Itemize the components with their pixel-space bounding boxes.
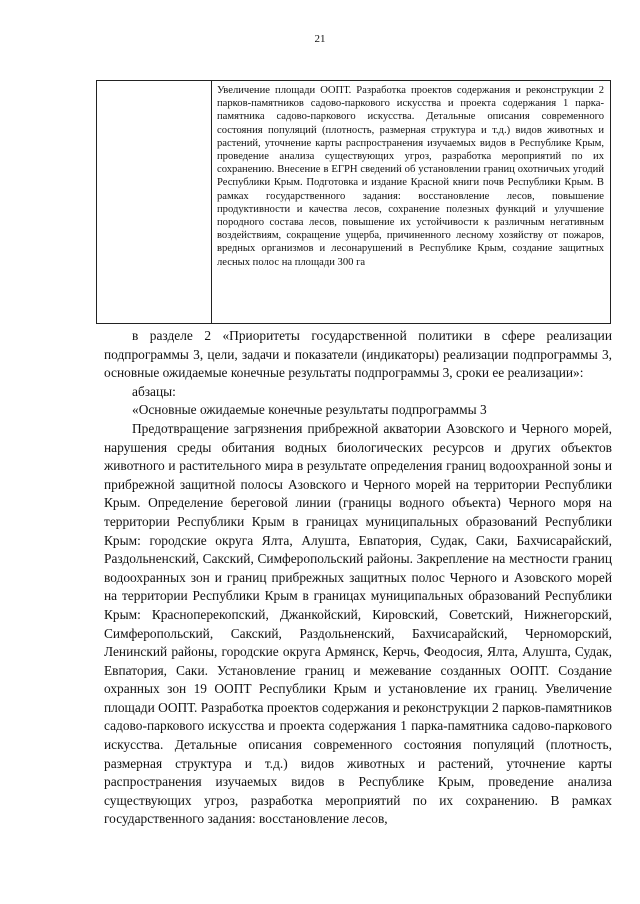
table-cell-empty [97,81,212,323]
paragraph-results-text: Предотвращение загрязнения прибрежной акватории Азовского и Черного морей, нарушения среды обитания водных биологических ресурсов и других объектов животного и растительного мира в результате определения границ водоохранной зоны и прибрежной защитной полосы Азовского и Черного морей на территории Республики Крым. Определение береговой линии (границы водного объекта) Черного моря на территории Республики Крым в границах муниципальных образований Республики Крым: городские округа Ялта, Алушта, Евпатория, Судак, Саки, Бахчисарайский, Раздольненский, Сакский, Симферопольский районы. Закрепление на местности границ водоохранных зон и границ прибрежных защитных полос Черного и Азовского морей на территории Республики Крым в границах муниципальных образований Республики Крым: Красноперекопский, Джанкойский, Кировский, Советский, Нижнегорский, Симферопольский, Сакский, Раздольненский, Бахчисарайский, Черноморский, Ленинский районы, городские округа Армянск, Керчь, Феодосия, Ялта, Алушта, Судак, Евпатория, Саки. Установление границ и межевание созданных ООПТ. Создание охранных зон 19 ООПТ Республики Крым и установление их границ. Увеличение площади ООПТ. Разработка проектов содержания и реконструкции 2 парков-памятников садово-паркового искусства и проекта содержания 1 парка-памятника садово-паркового искусства. Детальные описания современного состояния популяций (плотность, размерная структура и т.д.) видов животных и растений, уточнение карты распространения изучаемых видов в Республике Крым, проведение анализа существующих угроз, разработка мероприятий по их сохранению. В рамках государственного задания: восстановление лесов, [104,420,612,827]
paragraph-section-2: в разделе 2 «Приоритеты государственной политики в сфере реализации подпрограммы 3, цели, задачи и показатели (индикаторы) реализации подпрограммы 3, основные ожидаемые конечные результаты подпрограммы 3, сроки ее реализации»: [104,328,612,381]
table-cell-results: Увеличение площади ООПТ. Разработка проектов содержания и реконструкции 2 парков-памятников садово-паркового искусства и проекта содержания 1 парка-памятника садово-паркового искусства. Детальные описания современного состояния популяций (плотность, размерная структура и т.д.) видов животных и растений, уточнение карты распространения изучаемых видов в Республике Крым, проведение анализа существующих угроз, разработка мероприятий по их сохранению. Внесение в ЕГРН сведений об установлении границ охотничьих угодий Республики Крым. Подготовка и издание Красной книги почв Республики Крым. В рамках государственного задания: восстановление лесов, повышение продуктивности и качества лесов, сохранение полезных функций и улучшение породного состава лесов, повышение их устойчивости к различным негативным воздействиям, сокращение ущерба, причиненного лесному хозяйству от пожаров, вредных организмов и лесонарушений в Республике Крым, создание защитных лесных полос на площади 300 га [217,85,604,268]
paragraph-results-heading: «Основные ожидаемые конечные результаты подпрограммы 3 [132,402,487,418]
page-number: 21 [314,33,326,45]
paragraph-abzacy: абзацы: [132,383,176,399]
results-table [96,80,611,324]
body-text [104,327,612,829]
